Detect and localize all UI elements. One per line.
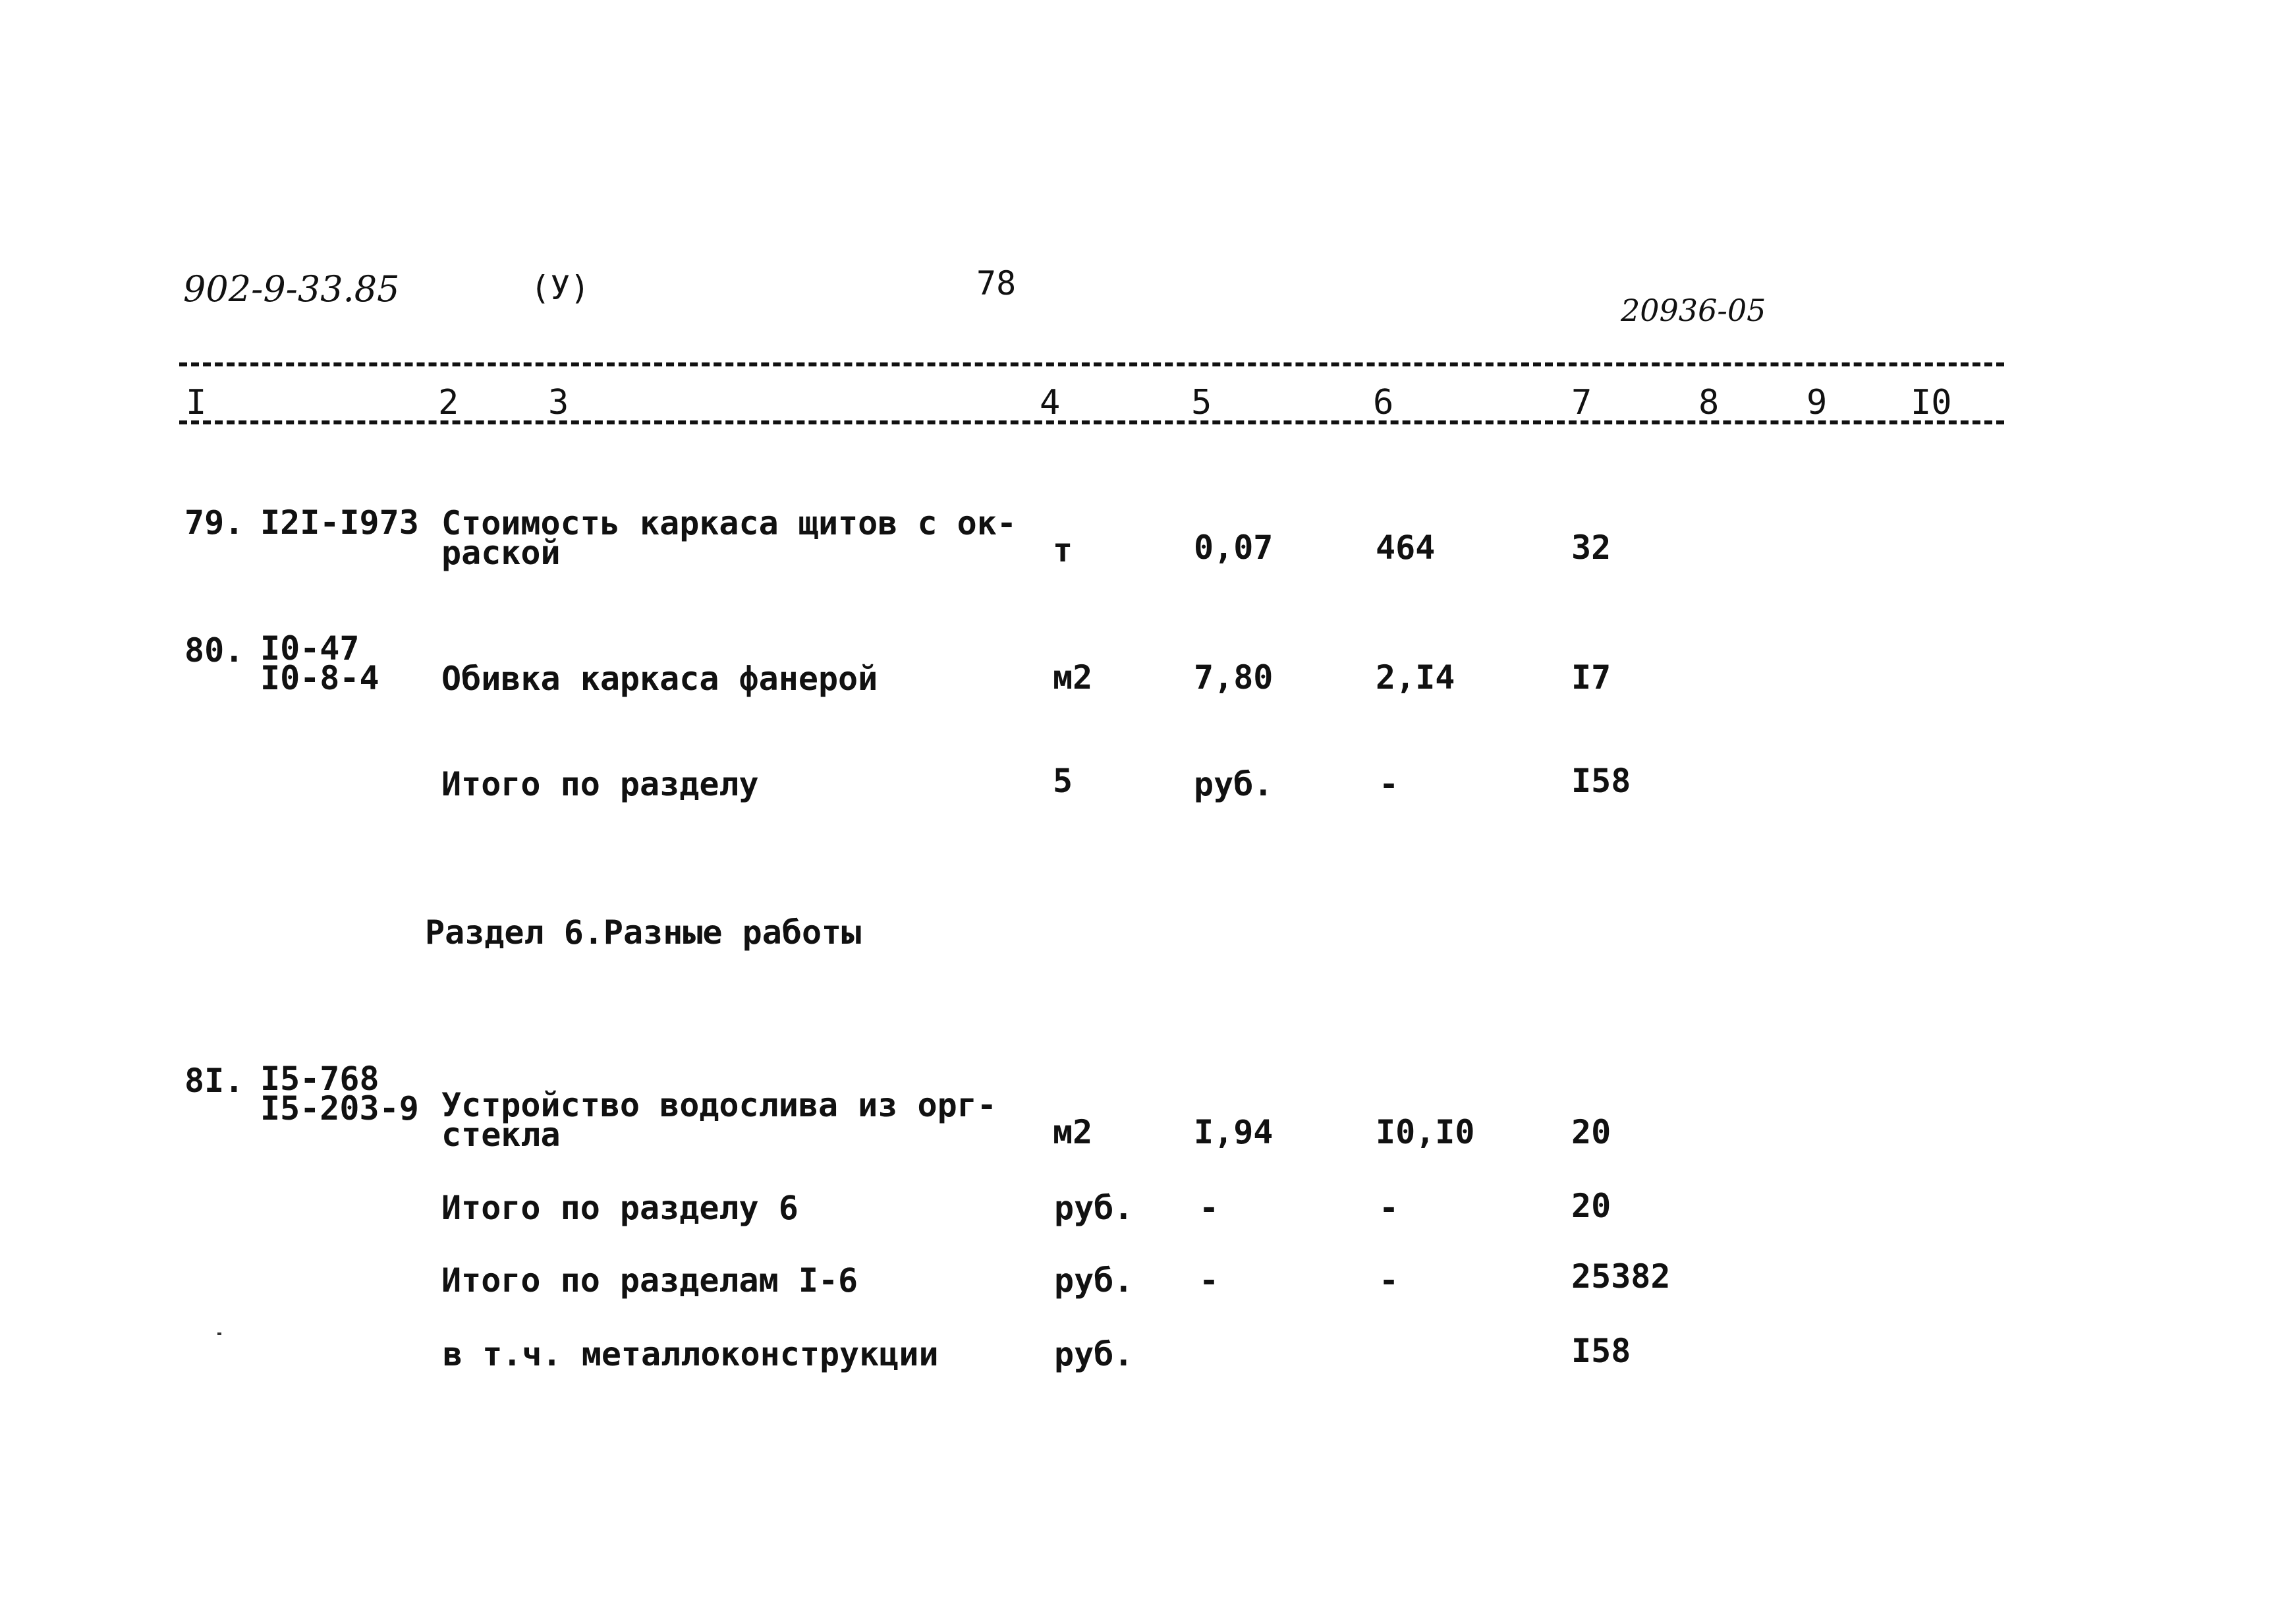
rate-code: I2I-I973 <box>260 503 419 542</box>
subtotal-value: I58 <box>1571 762 1631 800</box>
column-number: 9 <box>1806 383 1828 422</box>
total-label: Итого по разделам I-6 <box>441 1261 858 1300</box>
price-dash: - <box>1379 765 1399 803</box>
column-number: 6 <box>1373 383 1394 422</box>
quantity: I,94 <box>1194 1113 1274 1151</box>
unit-price: 464 <box>1376 529 1436 567</box>
column-number: 2 <box>438 383 459 422</box>
unit: м2 <box>1053 1113 1093 1151</box>
grand-total-value: 25382 <box>1571 1257 1671 1296</box>
row-number: 8I. <box>184 1062 244 1100</box>
section-number: 5 <box>1053 762 1073 800</box>
currency-unit: руб. <box>1054 1189 1134 1227</box>
subtotal-label: Итого по разделу <box>441 765 759 803</box>
total-cost: 32 <box>1571 529 1611 567</box>
price-dash: - <box>1379 1189 1399 1227</box>
subtotal-label: Итого по разделу 6 <box>441 1189 798 1227</box>
page-number: 78 <box>976 264 1017 302</box>
metal-structures-label: в т.ч. металлоконструкции <box>443 1335 939 1373</box>
column-number: I0 <box>1911 383 1952 422</box>
currency-unit: руб. <box>1054 1261 1134 1300</box>
quantity: 7,80 <box>1194 658 1274 697</box>
row-number: 79. <box>184 503 244 542</box>
quantity: 0,07 <box>1194 529 1274 567</box>
column-number: 3 <box>548 383 569 422</box>
bottom-dashed-rule <box>179 420 2004 424</box>
metal-structures-value: I58 <box>1571 1332 1631 1370</box>
document-mark: (У) <box>530 269 590 307</box>
column-number: I <box>186 383 207 422</box>
section-title: Раздел 6.Разные работы <box>425 913 862 952</box>
row-number: 80. <box>184 631 244 670</box>
scan-speck <box>217 1332 221 1335</box>
rate-code: I0-47 I0-8-4 <box>260 629 379 697</box>
rate-code: I5-768 I5-203-9 <box>260 1060 419 1128</box>
column-number: 5 <box>1191 383 1212 422</box>
price-dash: - <box>1379 1261 1399 1300</box>
unit-price: 2,I4 <box>1376 658 1455 697</box>
unit: т <box>1053 531 1073 569</box>
column-number: 4 <box>1040 383 1061 422</box>
document-number: 902-9-33.85 <box>183 268 400 310</box>
subtotal-value: 20 <box>1571 1187 1611 1225</box>
unit-price: I0,I0 <box>1376 1113 1475 1151</box>
top-dashed-rule <box>179 362 2004 366</box>
work-description: Стоимость каркаса щитов с ок- раской <box>441 504 1017 572</box>
quantity-dash: - <box>1199 1261 1219 1300</box>
total-cost: I7 <box>1571 658 1611 697</box>
currency-unit: руб. <box>1194 765 1274 803</box>
archive-stamp: 20936-05 <box>1621 293 1766 328</box>
currency-unit: руб. <box>1054 1335 1134 1373</box>
column-number: 7 <box>1571 383 1592 422</box>
work-description: Обивка каркаса фанерой <box>441 660 878 698</box>
work-description: Устройство водослива из орг- стекла <box>441 1086 997 1154</box>
column-number: 8 <box>1698 383 1720 422</box>
quantity-dash: - <box>1199 1189 1219 1227</box>
unit: м2 <box>1053 658 1093 697</box>
total-cost: 20 <box>1571 1113 1611 1151</box>
